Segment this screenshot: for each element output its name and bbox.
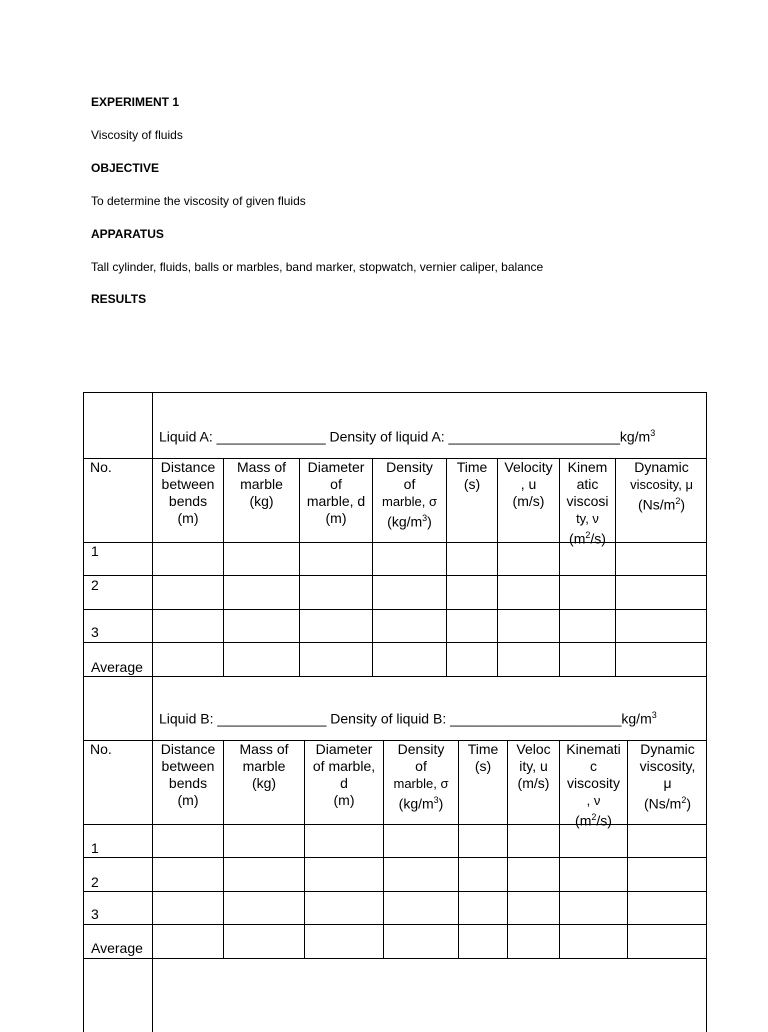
liquid-a-line: Liquid A: ______________ Density of liquid A: $\_\_\_\_\_\_\_\_\_\_\_\_\_\_\_\_\_\_\_\_\_\_kg/m^3$ bbox=[159, 428, 656, 445]
header-no: No. bbox=[90, 741, 112, 757]
row-divider bbox=[83, 958, 707, 959]
header-distance: Distance between bends (m) bbox=[160, 741, 216, 808]
header-dynamic: Dynamic viscosity, μ $(Ns/m^2)$ bbox=[630, 459, 693, 513]
row-divider bbox=[83, 575, 707, 576]
apparatus-label: APPARATUS bbox=[91, 227, 164, 241]
header-time: Time (s) bbox=[467, 741, 499, 774]
liquid-b-line: Liquid B: ______________ Density of liquid B: $\_\_\_\_\_\_\_\_\_\_\_\_\_\_\_\_\_\_\_\_\_\_kg/m^3$ bbox=[159, 710, 657, 727]
header-diameter: Diameter of marble, d (m) bbox=[312, 741, 376, 808]
header-velocity: Veloc ity, u (m/s) bbox=[516, 741, 551, 791]
row-label: 2 bbox=[91, 577, 99, 593]
row-label: 2 bbox=[91, 874, 99, 890]
header-mass: Mass of marble (kg) bbox=[239, 741, 289, 791]
header-time: Time (s) bbox=[456, 459, 488, 492]
header-velocity: Velocity , u (m/s) bbox=[504, 459, 553, 509]
objective-label: OBJECTIVE bbox=[91, 161, 160, 175]
row-label: 3 bbox=[91, 624, 99, 640]
row-label: 1 bbox=[91, 840, 99, 856]
header-no: No. bbox=[90, 459, 112, 475]
objective-text: To determine the viscosity of given fluids bbox=[91, 194, 306, 208]
row-label: 3 bbox=[91, 906, 99, 922]
row-label: Average bbox=[91, 940, 143, 956]
header-density: Density of marble, σ $(kg/m^3)$ bbox=[393, 741, 449, 812]
row-divider bbox=[83, 676, 707, 677]
row-divider bbox=[83, 642, 707, 643]
header-mass: Mass of marble (kg) bbox=[236, 459, 286, 509]
row-divider bbox=[83, 924, 707, 925]
header-density: Density of marble, σ $(kg/m^3)$ bbox=[382, 459, 437, 530]
header-diameter: Diameter of marble, d (m) bbox=[306, 459, 366, 526]
row-label: 1 bbox=[91, 543, 99, 559]
header-dynamic: Dynamic viscosity, μ $(Ns/m^2)$ bbox=[639, 741, 696, 812]
row-divider bbox=[83, 891, 707, 892]
header-kinematic: Kinem atic viscosi ty, ν $(m^2/s)$ bbox=[566, 459, 609, 547]
experiment-title: Viscosity of fluids bbox=[91, 128, 183, 142]
apparatus-text: Tall cylinder, fluids, balls or marbles, band marker, stopwatch, vernier caliper, balance bbox=[91, 260, 544, 274]
row-divider bbox=[83, 609, 707, 610]
row-label: Average bbox=[91, 659, 143, 675]
results-label: RESULTS bbox=[91, 292, 147, 306]
header-kinematic: Kinemati c viscosity , ν $(m^2/s)$ bbox=[566, 741, 621, 829]
header-distance: Distance between bends (m) bbox=[160, 459, 216, 526]
experiment-label: EXPERIMENT 1 bbox=[91, 95, 180, 109]
row-divider bbox=[83, 857, 707, 858]
